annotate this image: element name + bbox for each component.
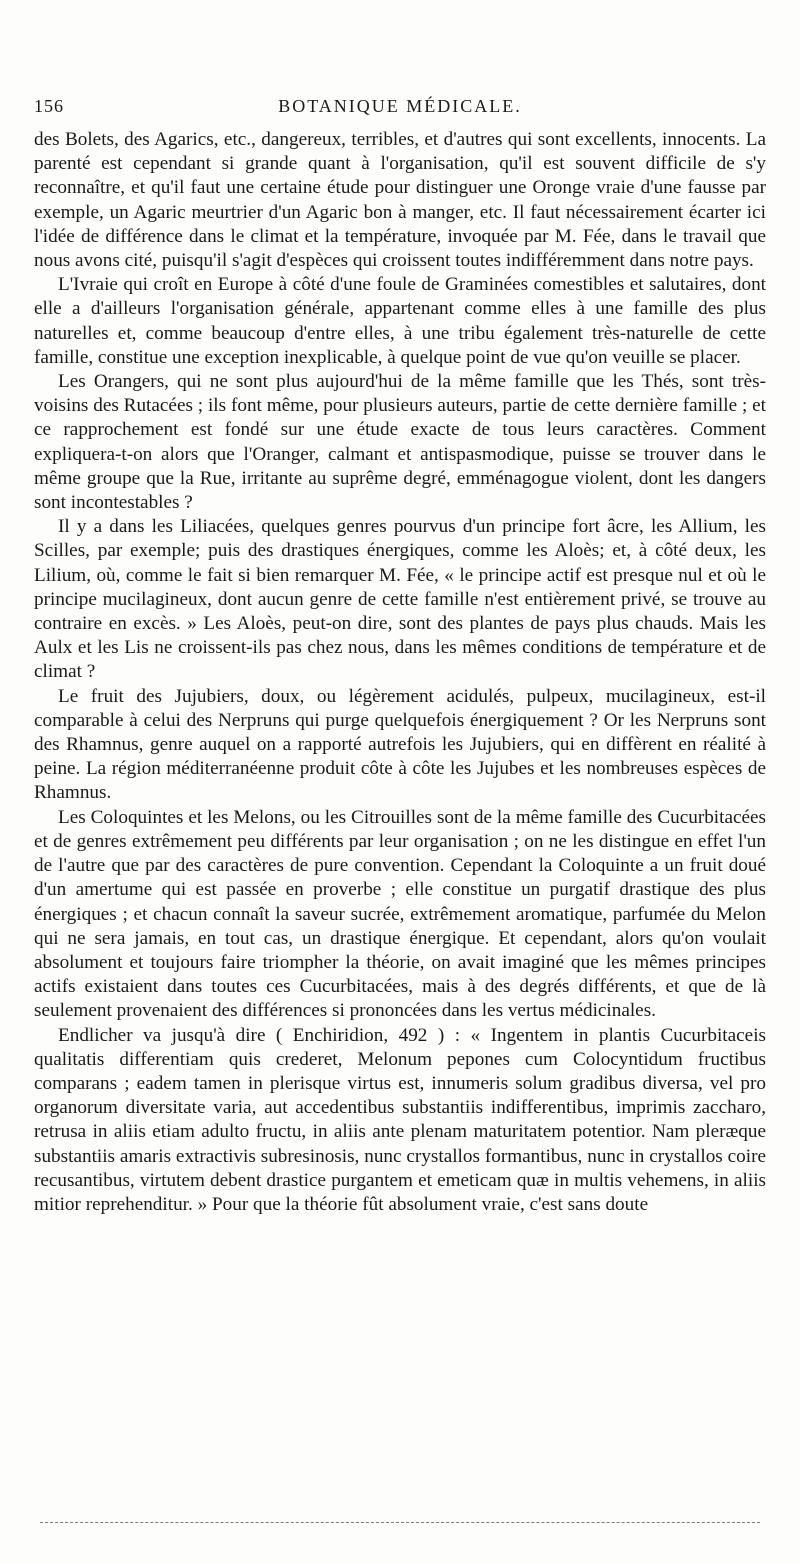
page-number: 156: [34, 96, 64, 116]
page-header: [34, 96, 766, 126]
paragraph-bolets: des Bolets, des Agarics, etc., dangereux, terribles, et d'autres qui sont excellents, innocents. La parenté est cependant si grande quant à l'organisation, qu'il est souvent difficile de s'y reconnaître, et qu'il faut une certaine étude pour distinguer une Oronge vraie d'une fausse par exemple, un Agaric meurtrier d'un Agaric bon à manger, etc. Il faut nécessairement écarter ici l'idée de différence dans le climat et la température, invoquée par M. Fée, dans le travail que nous avons cité, puisqu'il s'agit d'espèces qui croissent toutes indifféremment dans notre pays.: [34, 129, 766, 272]
paragraph-liliacees: Il y a dans les Liliacées, quelques genres pourvus d'un principe fort âcre, les Allium, les Scilles, par exemple; puis des drastiques énergiques, comme les Aloès; et, à côté deux, les Lilium, où, comme le fait si bien remarquer M. Fée, « le principe actif est presque nul et où le principe mucilagineux, dont aucun genre de cette famille n'est entièrement privé, se trouve au contraire en excès. » Les Aloès, peut-on dire, sont des plantes de pays plus chauds. Mais les Aulx et les Lis ne croissent-ils pas chez nous, dans les mêmes conditions de température et de climat ?: [34, 516, 766, 683]
paragraph-coloquintes: Les Coloquintes et les Melons, ou les Citrouilles sont de la même famille des Cucurbitacées et de genres extrêmement peu différents par leur organisation ; on ne les distingue en effet l'un de l'autre que par des caractères de pure convention. Cependant la Coloquinte a un fruit doué d'un amertume qui est passée en proverbe ; elle constitue un purgatif drastique des plus énergiques ; et chacun connaît la saveur sucrée, extrêmement aromatique, parfumée du Melon qui ne sera jamais, en tout cas, un drastique énergique. Et cependant, alors qu'on voulait absolument et toujours faire triompher la théorie, on avait imaginé que les mêmes principes actifs existaient dans toutes ces Cucurbitacées, mais à des degrés différents, et que de là seulement provenaient des différences si prononcées dans les vertus médicinales.: [34, 806, 766, 1022]
body-text: [34, 128, 766, 1217]
paragraph-ivraie: L'Ivraie qui croît en Europe à côté d'une foule de Graminées comestibles et salutaires, dont elle a d'ailleurs l'organisation générale, appartenant comme elles à une famille des plus naturelles et, comme beaucoup d'entre elles, à une tribu également très-naturelle de cette famille, constitue une exception inexplicable, à quelque point de vue qu'on veuille se placer.: [34, 274, 766, 368]
running-title: BOTANIQUE MÉDICALE.: [278, 96, 522, 116]
paragraph-orangers: Les Orangers, qui ne sont plus aujourd'hui de la même famille que les Thés, sont très-voisins des Rutacées ; ils font même, pour plusieurs auteurs, partie de cette dernière famille ; et ce rapprochement est fondé sur une étude exacte de tous leurs caractères. Comment expliquera-t-on alors que l'Oranger, calmant et antispasmodique, puisse se trouver dans le même groupe que la Rue, irritante au suprême degré, emménagogue violent, dont les dangers sont incontestables ?: [34, 371, 766, 514]
paragraph-jujubiers: Le fruit des Jujubiers, doux, ou légèrement acidulés, pulpeux, mucilagineux, est-il comparable à celui des Nerpruns qui purge quelquefois énergiquement ? Or les Nerpruns sont des Rhamnus, genre auquel on a rapporté autrefois les Jujubiers, qui en diffèrent en réalité à peine. La région méditerranéenne produit côte à côte les Jujubes et les nombreuses espèces de Rhamnus.: [34, 685, 766, 804]
paragraph-endlicher: Endlicher va jusqu'à dire ( Enchiridion, 492 ) : « Ingentem in plantis Cucurbitaceis qualitatis differentiam quis crederet, Melonum pepones cum Colocyntidum fructibus comparans ; eadem tamen in plerisque virtus est, innumeris solum gradibus diversa, vel pro organorum diversitate varia, aut accedentibus substantiis indifferentibus, imprimis zaccharo, retrusa in aliis etiam adulto fructu, in aliis ante plenam maturitatem potentior. Nam pleræque substantiis amaris extractivis subresinosis, nunc crystallos formantibus, nunc in crystallos coire recusantibus, virtutem debent drastice purgantem et emeticam quæ in multis vehemens, in aliis mitior reprehenditur. » Pour que la théorie fût absolument vraie, c'est sans doute: [34, 1024, 766, 1215]
footer-rule: [40, 1522, 760, 1523]
